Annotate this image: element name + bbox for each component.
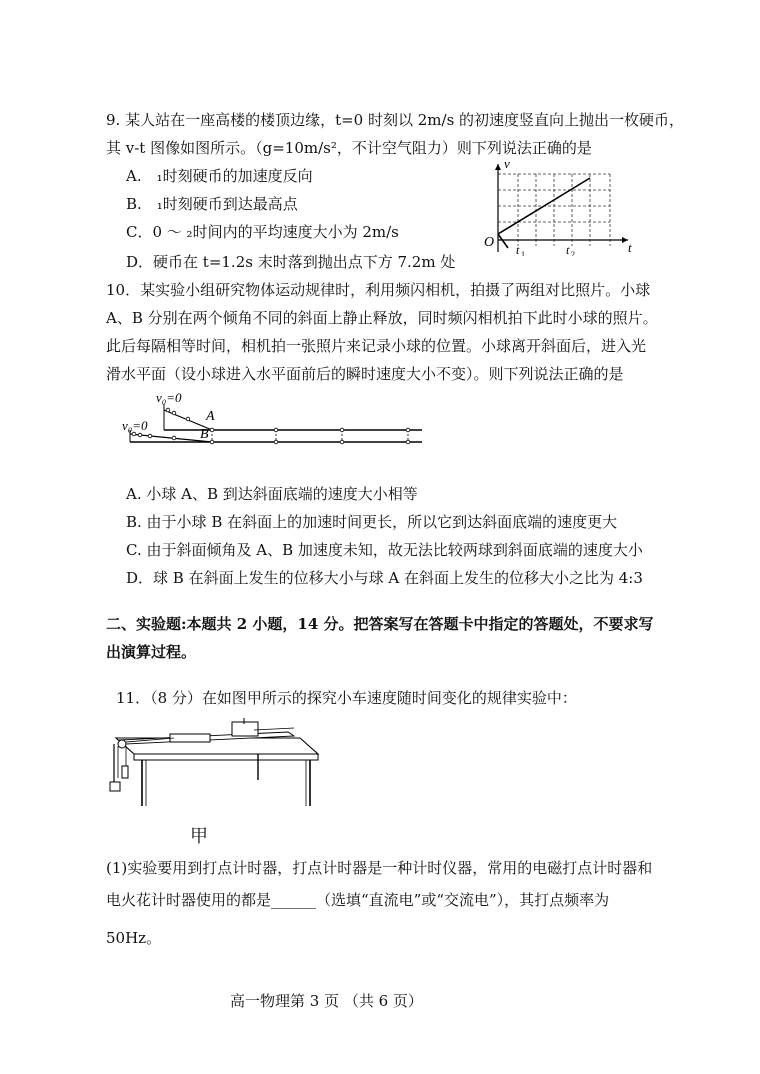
pulley: [118, 740, 126, 748]
q9-stem-line-2: 其 v-t 图像如图所示。（g=10m/s²，不计空气阻力）则下列说法正确的是: [106, 139, 592, 157]
table-edge: [134, 754, 318, 760]
q11-apparatus-figure: [104, 714, 330, 814]
q10-option-d: D．球 B 在斜面上发生的位移大小与球 A 在斜面上发生的位移大小之比为 4:3: [126, 569, 643, 587]
q9-option-c: C．0 ～ ₂时间内的平均速度大小为 2m/s: [126, 223, 399, 241]
v-axis-label: v: [504, 156, 510, 171]
q10-option-a: A. 小球 A、B 到达斜面底端的速度大小相等: [126, 485, 418, 503]
q9-option-d: D．硬币在 t=1.2s 末时落到抛出点下方 7.2m 处: [126, 253, 456, 271]
q9-vt-graph: [478, 156, 638, 256]
origin-label: O: [484, 235, 495, 250]
q9-option-a: A. ₁时刻硬币的加速度反向: [126, 167, 313, 185]
v0-label-b: v₀=0: [122, 418, 148, 433]
q11-part1-line-3: 50Hz。: [106, 929, 162, 947]
q10-option-b: B. 由于小球 B 在斜面上的加速时间更长，所以它到达斜面底端的速度更大: [126, 513, 618, 531]
q10-stem-line-1: 10．某实验小组研究物体运动规律时，利用频闪相机，拍摄了两组对比照片。小球: [106, 281, 651, 299]
q11-part1-line-1: (1)实验要用到打点计时器，打点计时器是一种计时仪器，常用的电磁打点计时器和: [106, 859, 653, 877]
v0-label-a: v₀=0: [156, 390, 182, 405]
flash-connectors: [212, 430, 408, 442]
q11-part1-line-2: 电火花计时器使用的都是______（选填“直流电”或“交流电”），其打点频率为: [106, 891, 610, 909]
t-axis-label: t: [628, 240, 632, 255]
paper-tape: [254, 728, 294, 730]
q10-stem-line-2: A、B 分别在两个倾角不同的斜面上静止释放，同时频闪相机拍下此时小球的照片。: [106, 309, 658, 327]
graph-grid: [498, 174, 610, 246]
q9-option-b: B. ₁时刻硬币到达最高点: [126, 195, 298, 213]
t1-subscript: 1: [521, 250, 525, 256]
v-axis-arrow: [495, 164, 501, 170]
q10-incline-figure: [118, 390, 428, 450]
section-2-title-line-2: 出演算过程。: [106, 643, 197, 661]
label-b: B: [200, 427, 209, 442]
section-2-title-line-1: 二、实验题:本题共 2 小题，14 分。把答案写在答题卡中指定的答题处，不要求写: [106, 615, 654, 633]
q10-stem-line-3: 此后每隔相等时间，相机拍一张照片来记录小球的位置。小球离开斜面后，进入光: [106, 337, 647, 355]
label-a: A: [206, 409, 215, 424]
q10-stem-line-4: 滑水平面（设小球进入水平面前后的瞬时速度大小不变）。则下列说法正确的是: [106, 365, 624, 383]
t1-label: t: [516, 243, 520, 256]
figure-caption: 甲: [190, 826, 208, 847]
vt-line-start: [498, 234, 508, 248]
t2-label: t: [566, 243, 570, 256]
cart: [170, 734, 210, 742]
page-footer: 高一物理第 3 页 （共 6 页）: [230, 992, 423, 1010]
t2-subscript: 2: [571, 250, 575, 256]
weight: [110, 782, 120, 791]
vt-line: [498, 178, 590, 234]
q9-stem-line-1: 9. 某人站在一座高楼的楼顶边缘，t=0 时刻以 2m/s 的初速度竖直向上抛出一枚硬币，: [106, 111, 685, 129]
ticker-timer: [232, 722, 258, 736]
q11-stem: 11．（8 分）在如图甲所示的探究小车速度随时间变化的规律实验中：: [116, 689, 577, 707]
q10-option-c: C. 由于斜面倾角及 A、B 加速度未知，故无法比较两球到斜面底端的速度大小: [126, 541, 643, 559]
